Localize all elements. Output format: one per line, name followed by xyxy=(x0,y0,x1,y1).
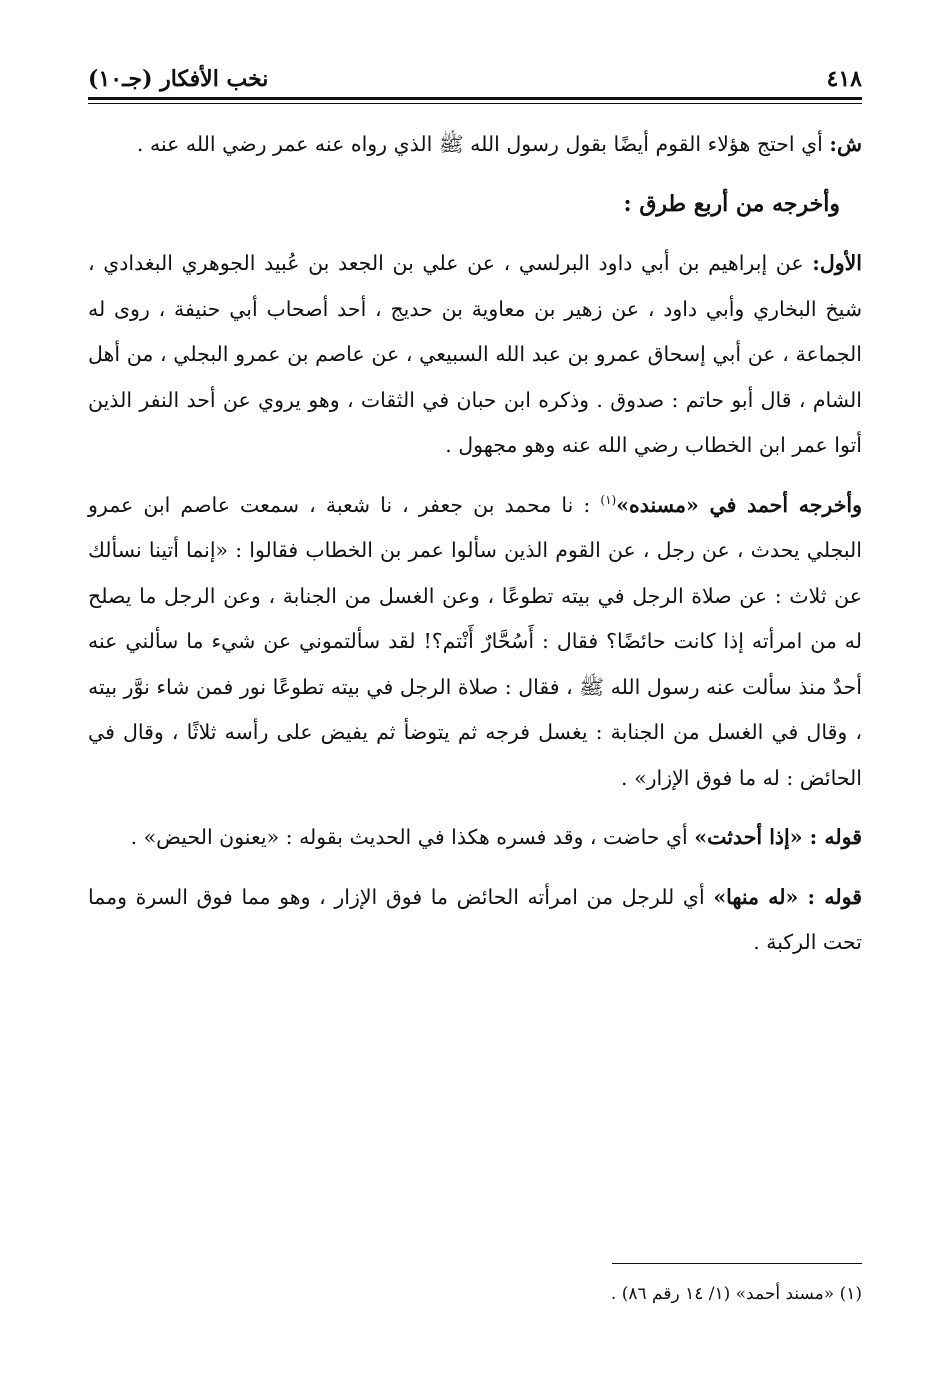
paragraph-text: أي حاضت ، وقد فسره هكذا في الحديث بقوله : «يعنون الحيض» . xyxy=(130,825,695,849)
footnote-reference[interactable]: (١) xyxy=(600,492,617,507)
paragraph-ahmad xyxy=(88,483,862,802)
header-rule xyxy=(88,97,862,100)
section-heading: وأخرجه من أربع طرق : xyxy=(623,190,840,217)
footnote: (١) «مسند أحمد» (١/ ١٤ رقم ٨٦) . xyxy=(610,1284,862,1304)
paragraph-text: : نا محمد بن جعفر ، نا شعبة ، سمعت عاصم ابن عمرو البجلي يحدث ، عن رجل ، عن القوم الذين سألوا عمر بن الخطاب فقالوا : «إنما أتينا نسألك عن ثلاث : عن صلاة الرجل في بيته تطوعًا ، وعن الغسل من الجنابة ، وعن الرجل ما يصلح له من امرأته إذا كانت حائضًا؟ فقال : أَسُحَّارٌ أَنْتم؟! لقد سألتموني عن شيء ما سألني عنه أحدٌ منذ سألت عنه رسول الله ﷺ ، فقال : صلاة الرجل في بيته تطوعًا نور فمن شاء نوَّر بيته ، وقال في الغسل من الجنابة : يغسل فرجه ثم يتوضأ ثم يفيض على رأسه ثلاثًا ، وقال في الحائض : له ما فوق الإزار» . xyxy=(88,492,862,790)
book-title: نخب الأفكار (جـ١٠) xyxy=(88,66,269,92)
paragraph-text: أي احتج هؤلاء القوم أيضًا بقول رسول الله ﷺ الذي رواه عنه عمر رضي الله عنه . xyxy=(136,132,830,156)
paragraph-commentary xyxy=(88,122,862,168)
book-page xyxy=(88,0,862,1381)
running-header xyxy=(88,52,862,92)
paragraph-lead: قوله : «إذا أحدثت» xyxy=(694,825,862,849)
main-text xyxy=(88,122,862,980)
header-rule-thin xyxy=(88,103,862,104)
paragraph-lead: ش: xyxy=(829,132,862,156)
footnote-separator xyxy=(612,1263,862,1264)
paragraph-lead: وأخرجه أحمد في «مسنده» xyxy=(616,492,862,517)
paragraph-first-route xyxy=(88,241,862,469)
paragraph-lead: قوله : «له منها» xyxy=(713,884,862,909)
paragraph-text: أي للرجل من امرأته الحائض ما فوق الإزار ، وهو مما فوق السرة ومما تحت الركبة . xyxy=(88,884,862,954)
paragraph-text: عن إبراهيم بن أبي داود البرلسي ، عن علي بن الجعد بن عُبيد الجوهري البغدادي ، شيخ البخاري وأبي داود ، عن زهير بن معاوية بن حديج ، أحد أصحاب أبي حنيفة ، روى له الجماعة ، عن أبي إسحاق عمرو بن عبد الله السبيعي ، عن عاصم بن عمرو البجلي ، من أهل الشام ، قال أبو حاتم : صدوق . وذكره ابن حبان في الثقات ، وهو يروي عن أحد النفر الذين أتوا عمر ابن الخطاب رضي الله عنه وهو مجهول . xyxy=(88,251,862,457)
paragraph-idha-ahdathat xyxy=(88,815,862,861)
paragraph-lahu-minha xyxy=(88,875,862,966)
page-number: ٤١٨ xyxy=(826,66,862,92)
paragraph-lead: الأول: xyxy=(812,251,862,275)
